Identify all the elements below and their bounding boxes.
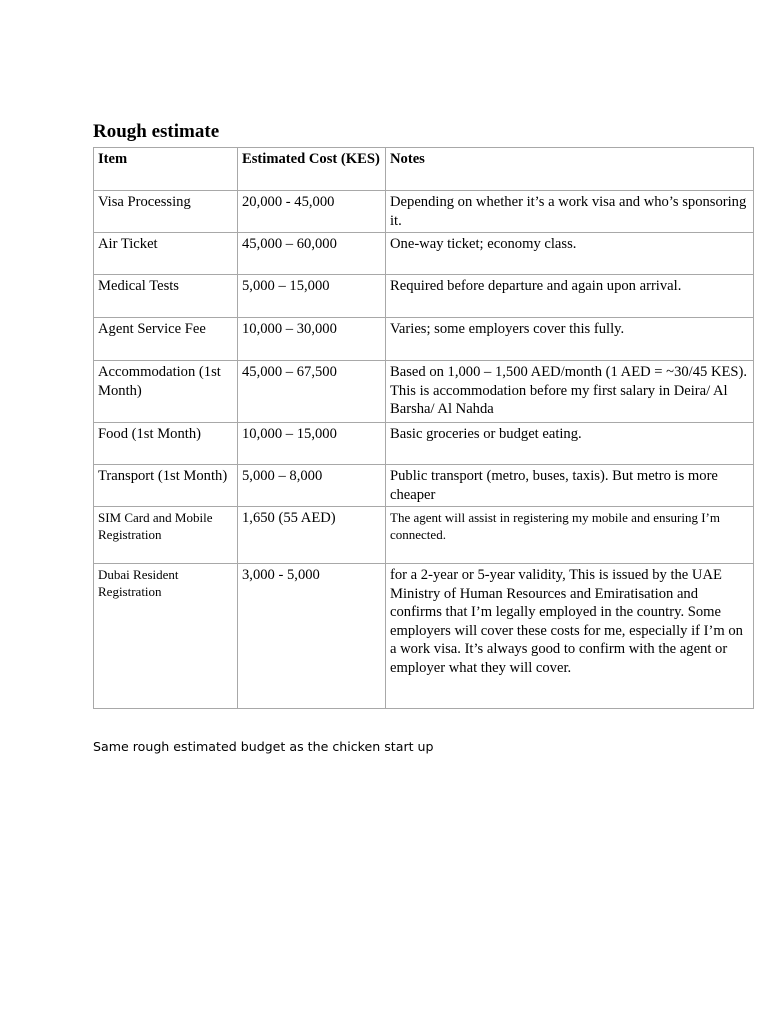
cell-notes: Based on 1,000 – 1,500 AED/month (1 AED = ~30/45 KES). This is accommodation before my first salary in Deira/ Al Barsha/ Al Nahda — [386, 361, 754, 423]
header-item: Item — [94, 148, 238, 191]
cell-notes: for a 2-year or 5-year validity, This is issued by the UAE Ministry of Human Resources and Emiratisation and confirms that I’m legally employed in the country. Some employers will cover these costs for me, especially if I’m on a work visa. It’s always good to confirm with the agent or employer what they will cover. — [386, 564, 754, 709]
cell-notes: Basic groceries or budget eating. — [386, 423, 754, 465]
cell-item: Medical Tests — [94, 275, 238, 318]
table-row — [94, 275, 754, 318]
cell-cost: 10,000 – 30,000 — [238, 318, 386, 361]
cell-cost: 20,000 - 45,000 — [238, 191, 386, 233]
table-row — [94, 423, 754, 465]
budget-table — [93, 147, 754, 709]
cell-cost: 5,000 – 8,000 — [238, 465, 386, 507]
cell-cost: 1,650 (55 AED) — [238, 507, 386, 564]
cell-notes: The agent will assist in registering my mobile and ensuring I’m connected. — [386, 507, 754, 564]
table-row — [94, 191, 754, 233]
cell-notes: One-way ticket; economy class. — [386, 233, 754, 275]
cell-notes: Public transport (metro, buses, taxis). But metro is more cheaper — [386, 465, 754, 507]
cell-item: Accommodation (1st Month) — [94, 361, 238, 423]
cell-item: Agent Service Fee — [94, 318, 238, 361]
cell-item: Dubai Resident Registration — [94, 564, 238, 709]
header-estimated-cost: Estimated Cost (KES) — [238, 148, 386, 191]
cell-item: Transport (1st Month) — [94, 465, 238, 507]
cell-cost: 3,000 - 5,000 — [238, 564, 386, 709]
header-notes: Notes — [386, 148, 754, 191]
table-row — [94, 233, 754, 275]
table-row — [94, 318, 754, 361]
cell-notes: Varies; some employers cover this fully. — [386, 318, 754, 361]
cell-cost: 10,000 – 15,000 — [238, 423, 386, 465]
table-row — [94, 465, 754, 507]
cell-item: SIM Card and Mobile Registration — [94, 507, 238, 564]
table-row — [94, 361, 754, 423]
cell-item: Food (1st Month) — [94, 423, 238, 465]
cell-item: Air Ticket — [94, 233, 238, 275]
cell-notes: Required before departure and again upon arrival. — [386, 275, 754, 318]
table-row — [94, 507, 754, 564]
cell-notes: Depending on whether it’s a work visa and who’s sponsoring it. — [386, 191, 754, 233]
footnote-text: Same rough estimated budget as the chicken start up — [93, 739, 434, 754]
cell-cost: 45,000 – 60,000 — [238, 233, 386, 275]
cell-cost: 45,000 – 67,500 — [238, 361, 386, 423]
cell-item: Visa Processing — [94, 191, 238, 233]
section-heading: Rough estimate — [93, 121, 220, 142]
table-row — [94, 564, 754, 709]
table-header-row — [94, 148, 754, 191]
cell-cost: 5,000 – 15,000 — [238, 275, 386, 318]
